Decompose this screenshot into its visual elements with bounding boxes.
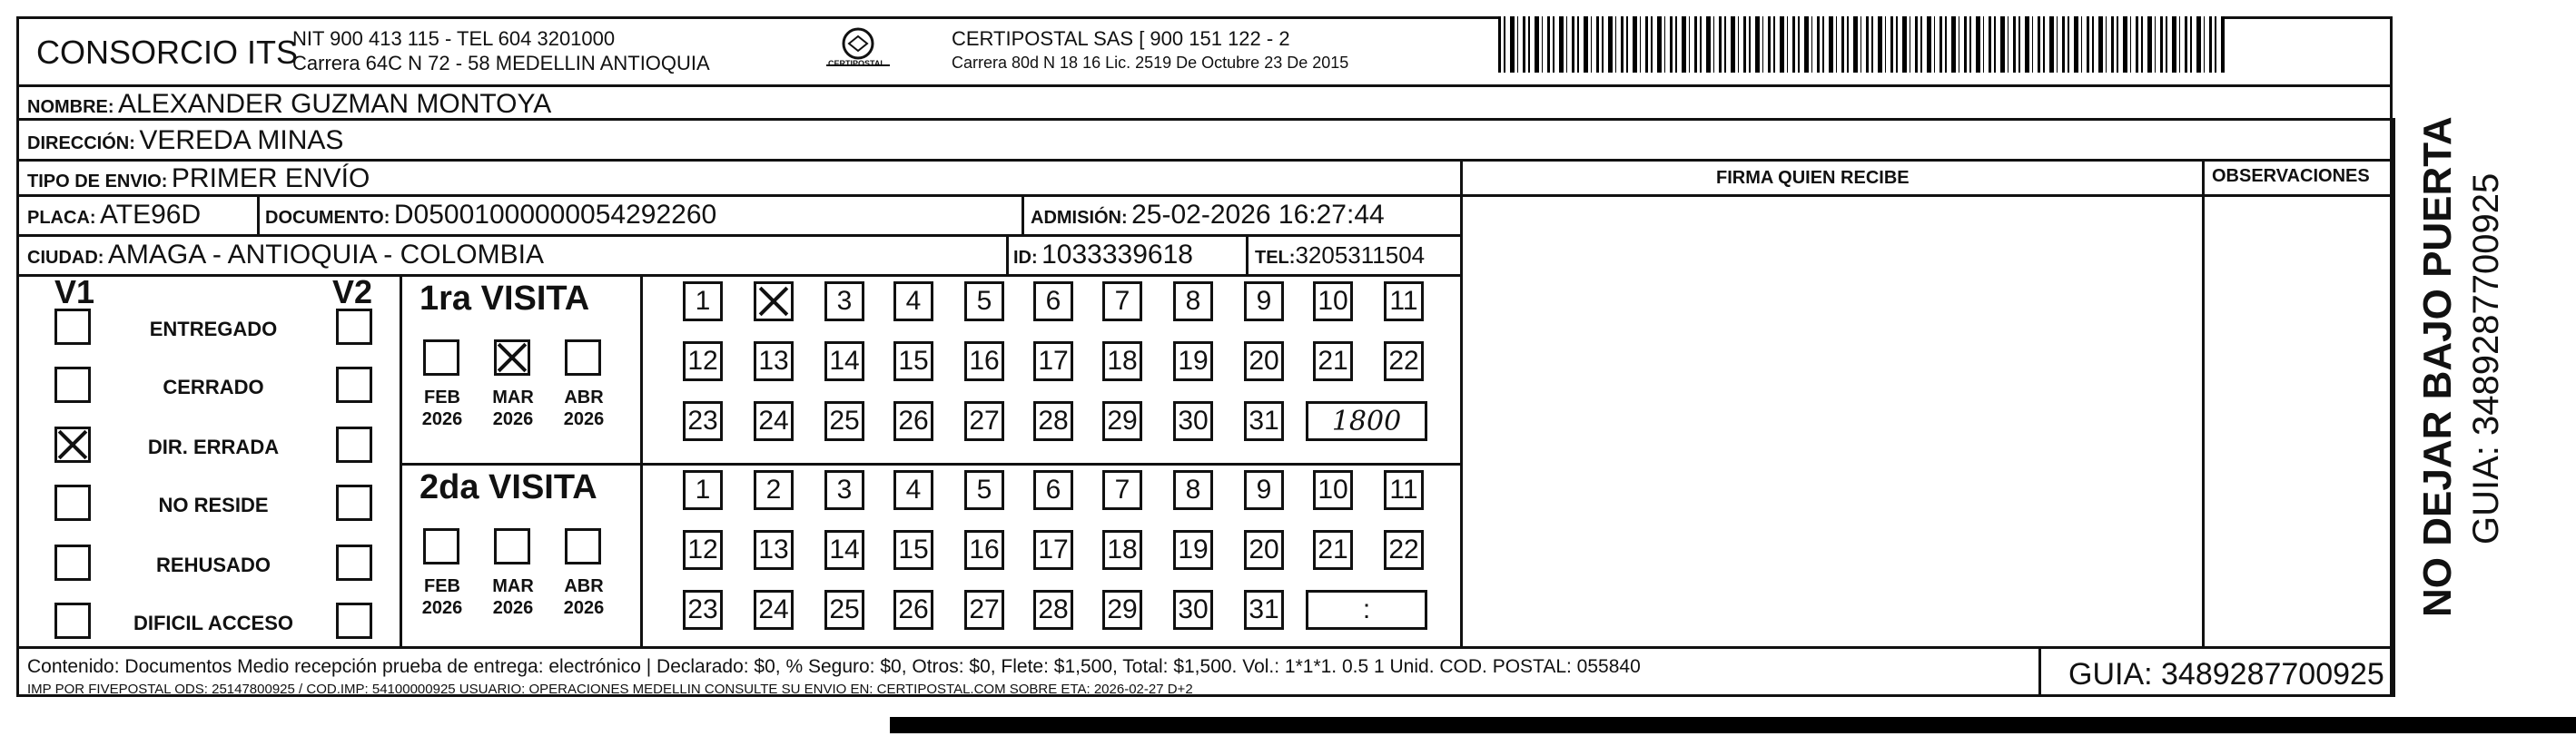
v1-header: V1	[54, 273, 95, 310]
tipo-envio-value: PRIMER ENVÍO	[171, 163, 370, 193]
footer-content-line: Contenido: Documentos Medio recepción prueba de entrega: electrónico | Declarado: $0, % Seguro: $0, Otros: $0, Flete: $1,500, Total: $1,500. Vol.: 1*1*1. 0.5 1 Unid. COD. POSTAL: 055840	[27, 656, 1641, 677]
first-visit-month-year: 2026	[421, 409, 463, 429]
v1-checkbox-0[interactable]	[54, 309, 91, 345]
second-visit-title: 2da VISITA	[419, 468, 597, 506]
first-visit-day-10[interactable]: 10	[1313, 281, 1353, 321]
first-visit-day-14[interactable]: 14	[824, 341, 864, 381]
id-value: 1033339618	[1041, 240, 1193, 270]
first-visit-month-label: FEB	[424, 388, 460, 407]
v1-checkbox-2[interactable]	[54, 427, 91, 463]
second-visit-day-28[interactable]: 28	[1033, 590, 1073, 630]
first-visit-day-19[interactable]: 19	[1173, 341, 1213, 381]
v1-checkbox-4[interactable]	[54, 545, 91, 581]
first-visit-month-abr	[552, 387, 616, 430]
first-visit-month-checkbox-abr[interactable]	[565, 339, 601, 376]
second-visit-time-box[interactable]: :	[1306, 590, 1427, 630]
ciudad-value: AMAGA - ANTIOQUIA - COLOMBIA	[107, 240, 544, 270]
tipo-envio-label: TIPO DE ENVIO:	[27, 172, 168, 191]
v2-checkbox-1[interactable]	[336, 367, 372, 403]
direccion-label: DIRECCIÓN:	[27, 133, 135, 153]
documento-label: DOCUMENTO:	[265, 208, 390, 228]
certipostal-logo-icon	[817, 25, 899, 73]
second-visit-day-27[interactable]: 27	[964, 590, 1004, 630]
first-visit-month-label: MAR	[492, 388, 534, 407]
footer-imp-line: IMP POR FIVEPOSTAL ODS: 25147800925 / COD.IMP: 54100000925 USUARIO: OPERACIONES MEDELLIN CONSULTE SU ENVIO EN: CERTIPOSTAL.COM SOBRE ETA: 2026-02-27 D+2	[27, 682, 1193, 697]
second-visit-day-7[interactable]: 7	[1102, 470, 1142, 510]
first-visit-day-1[interactable]: 1	[683, 281, 723, 321]
first-visit-time-box[interactable]: 1800	[1306, 401, 1427, 441]
first-visit-day-21[interactable]: 21	[1313, 341, 1353, 381]
observaciones-header: OBSERVACIONES	[2212, 166, 2370, 186]
status-label-4: REHUSADO	[156, 554, 271, 576]
second-visit-month-checkbox-abr[interactable]	[565, 528, 601, 564]
second-visit-month-label: MAR	[492, 576, 534, 596]
second-visit-day-4[interactable]: 4	[893, 470, 933, 510]
first-visit-day-15[interactable]: 15	[893, 341, 933, 381]
second-visit-day-14[interactable]: 14	[824, 530, 864, 570]
second-visit-day-1[interactable]: 1	[683, 470, 723, 510]
second-visit-day-11[interactable]: 11	[1384, 470, 1424, 510]
nombre-label: NOMBRE:	[27, 97, 114, 117]
v1-checkbox-1[interactable]	[54, 367, 91, 403]
second-visit-day-31[interactable]: 31	[1244, 590, 1284, 630]
second-visit-day-20[interactable]: 20	[1244, 530, 1284, 570]
admision-value: 25-02-2026 16:27:44	[1131, 200, 1385, 230]
second-visit-day-6[interactable]: 6	[1033, 470, 1073, 510]
company-address: Carrera 64C N 72 - 58 MEDELLIN ANTIOQUIA	[292, 52, 710, 74]
v2-checkbox-3[interactable]	[336, 485, 372, 521]
nombre-value: ALEXANDER GUZMAN MONTOYA	[118, 89, 552, 119]
second-visit-day-25[interactable]: 25	[824, 590, 864, 630]
first-visit-title: 1ra VISITA	[419, 280, 590, 318]
second-visit-day-5[interactable]: 5	[964, 470, 1004, 510]
second-visit-month-feb	[410, 575, 474, 619]
second-visit-day-21[interactable]: 21	[1313, 530, 1353, 570]
id-label: ID:	[1013, 248, 1038, 268]
first-visit-day-31[interactable]: 31	[1244, 401, 1284, 441]
first-visit-day-11[interactable]: 11	[1384, 281, 1424, 321]
second-visit-day-8[interactable]: 8	[1173, 470, 1213, 510]
second-visit-month-label: ABR	[564, 576, 604, 596]
v2-checkbox-4[interactable]	[336, 545, 372, 581]
bottom-rule	[890, 717, 2576, 733]
second-visit-day-23[interactable]: 23	[683, 590, 723, 630]
first-visit-day-8[interactable]: 8	[1173, 281, 1213, 321]
second-visit-day-29[interactable]: 29	[1102, 590, 1142, 630]
first-visit-day-4[interactable]: 4	[893, 281, 933, 321]
firma-header: FIRMA QUIEN RECIBE	[1716, 168, 1910, 188]
first-visit-month-feb	[410, 387, 474, 430]
second-visit-day-13[interactable]: 13	[754, 530, 794, 570]
second-visit-day-26[interactable]: 26	[893, 590, 933, 630]
first-visit-day-29[interactable]: 29	[1102, 401, 1142, 441]
first-visit-month-checkbox-mar[interactable]	[494, 339, 530, 376]
first-visit-day-2[interactable]	[754, 281, 794, 321]
side-guia: GUIA: 3489287700925	[2466, 172, 2506, 545]
company-name: CONSORCIO ITS	[36, 34, 299, 71]
second-visit-day-12[interactable]: 12	[683, 530, 723, 570]
ciudad-label: CIUDAD:	[27, 248, 104, 268]
first-visit-day-22[interactable]: 22	[1384, 341, 1424, 381]
second-visit-day-17[interactable]: 17	[1033, 530, 1073, 570]
second-visit-day-15[interactable]: 15	[893, 530, 933, 570]
direccion-value: VEREDA MINAS	[139, 125, 344, 155]
courier-line: CERTIPOSTAL SAS [ 900 151 122 - 2	[952, 27, 1290, 50]
tel-label: TEL:	[1255, 248, 1296, 268]
first-visit-day-7[interactable]: 7	[1102, 281, 1142, 321]
second-visit-day-22[interactable]: 22	[1384, 530, 1424, 570]
first-visit-month-label: ABR	[564, 388, 604, 407]
first-visit-month-mar	[481, 387, 545, 430]
first-visit-day-9[interactable]: 9	[1244, 281, 1284, 321]
second-visit-month-year: 2026	[563, 598, 605, 618]
second-visit-day-2[interactable]: 2	[754, 470, 794, 510]
second-visit-day-18[interactable]: 18	[1102, 530, 1142, 570]
v1-checkbox-5[interactable]	[54, 603, 91, 639]
status-label-0: ENTREGADO	[149, 318, 278, 340]
first-visit-day-3[interactable]: 3	[824, 281, 864, 321]
second-visit-month-year: 2026	[421, 598, 463, 618]
first-visit-month-year: 2026	[563, 409, 605, 429]
first-visit-month-checkbox-feb[interactable]	[423, 339, 459, 376]
first-visit-day-18[interactable]: 18	[1102, 341, 1142, 381]
first-visit-day-12[interactable]: 12	[683, 341, 723, 381]
v2-checkbox-0[interactable]	[336, 309, 372, 345]
first-visit-day-25[interactable]: 25	[824, 401, 864, 441]
second-visit-day-10[interactable]: 10	[1313, 470, 1353, 510]
first-visit-day-17[interactable]: 17	[1033, 341, 1073, 381]
second-visit-month-label: FEB	[424, 576, 460, 596]
v2-header: V2	[332, 273, 373, 310]
v1-checkbox-3[interactable]	[54, 485, 91, 521]
first-visit-month-year: 2026	[492, 409, 534, 429]
second-visit-month-year: 2026	[492, 598, 534, 618]
side-warning: NO DEJAR BAJO PUERTA	[2415, 116, 2460, 617]
tel-value: 3205311504	[1295, 241, 1426, 269]
documento-value: D05001000000054292260	[393, 200, 717, 230]
second-visit-month-checkbox-mar[interactable]	[494, 528, 530, 564]
company-nit: NIT 900 413 115 - TEL 604 3201000	[292, 27, 616, 50]
status-label-1: CERRADO	[163, 376, 264, 398]
status-label-5: DIFICIL ACCESO	[133, 612, 293, 634]
v2-checkbox-5[interactable]	[336, 603, 372, 639]
status-label-3: NO RESIDE	[158, 494, 269, 516]
placa-value: ATE96D	[100, 200, 202, 230]
second-visit-day-16[interactable]: 16	[964, 530, 1004, 570]
second-visit-month-mar	[481, 575, 545, 619]
first-visit-day-13[interactable]: 13	[754, 341, 794, 381]
second-visit-day-19[interactable]: 19	[1173, 530, 1213, 570]
footer-guia: GUIA: 3489287700925	[2068, 657, 2384, 692]
first-visit-day-28[interactable]: 28	[1033, 401, 1073, 441]
first-visit-day-30[interactable]: 30	[1173, 401, 1213, 441]
second-visit-month-checkbox-feb[interactable]	[423, 528, 459, 564]
status-label-2: DIR. ERRADA	[147, 436, 280, 458]
first-visit-day-20[interactable]: 20	[1244, 341, 1284, 381]
first-visit-day-26[interactable]: 26	[893, 401, 933, 441]
second-visit-day-3[interactable]: 3	[824, 470, 864, 510]
second-visit-day-30[interactable]: 30	[1173, 590, 1213, 630]
second-visit-month-abr	[552, 575, 616, 619]
barcode	[1498, 16, 2225, 73]
first-visit-day-24[interactable]: 24	[754, 401, 794, 441]
first-visit-day-16[interactable]: 16	[964, 341, 1004, 381]
admision-label: ADMISIÓN:	[1031, 208, 1128, 228]
second-visit-day-24[interactable]: 24	[754, 590, 794, 630]
first-visit-day-23[interactable]: 23	[683, 401, 723, 441]
first-visit-day-6[interactable]: 6	[1033, 281, 1073, 321]
courier-address: Carrera 80d N 18 16 Lic. 2519 De Octubre 23 De 2015	[952, 54, 1349, 72]
placa-label: PLACA:	[27, 208, 96, 228]
second-visit-day-9[interactable]: 9	[1244, 470, 1284, 510]
first-visit-day-5[interactable]: 5	[964, 281, 1004, 321]
v2-checkbox-2[interactable]	[336, 427, 372, 463]
first-visit-day-27[interactable]: 27	[964, 401, 1004, 441]
logo-text: CERTIPOSTAL	[828, 59, 885, 68]
